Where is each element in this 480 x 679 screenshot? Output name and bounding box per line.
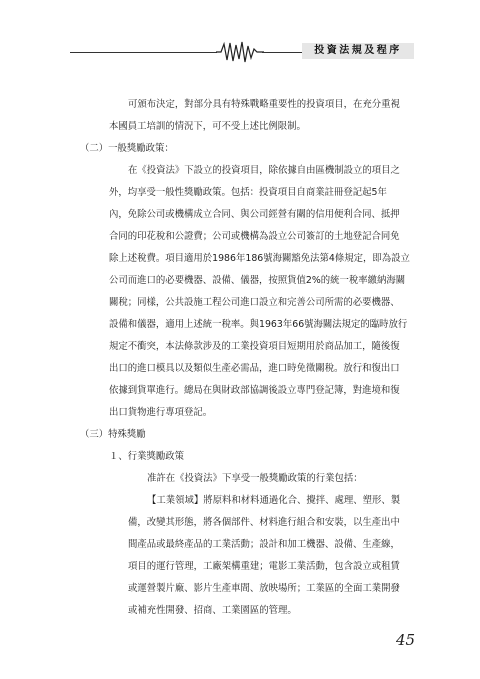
body-line: 外，均享受一般性獎勵政策。包括：投資項目自商業註冊登記起5年 bbox=[109, 187, 387, 198]
body-line: 項目的運行管理，工廠架構重建；電影工業活動，包含設立或租賃 bbox=[128, 561, 400, 572]
body-line: 合同的印花稅和公證費；公司或機構為設立公司簽訂的土地登記合同免 bbox=[109, 231, 400, 242]
header-rule-left bbox=[70, 52, 217, 53]
running-header-title: 投資法規及程序 bbox=[302, 43, 414, 59]
body-line: 規定不衝突，本法條款涉及的工業投資項目短期用於商品加工，隨後復 bbox=[109, 341, 400, 352]
body-line: 依據到貨單進行。總局在與財政部協調後設立專門登記簿，對進境和復 bbox=[109, 385, 400, 396]
body-line: 除上述稅費。項目適用於1986年186號海關豁免法第4條規定，即為設立 bbox=[109, 253, 410, 264]
body-line: 或補充性開發、招商、工業園區的管理。 bbox=[128, 605, 297, 616]
body-line: 在《投資法》下設立的投資項目，除依據自由區機制設立的項目之 bbox=[128, 165, 400, 176]
body-line: 出口的進口模具以及類似生產必需品，進口時免徵關稅。放行和復出口 bbox=[109, 363, 400, 374]
body-line: 關稅；同樣，公共設施工程公司進口設立和完善公司所需的必要機器、 bbox=[109, 297, 400, 308]
section-heading: （三）特殊獎勵 bbox=[80, 429, 146, 440]
body-line: 設備和儀器，適用上述統一稅率。與1963年66號海關法規定的臨時放行 bbox=[109, 319, 408, 330]
section-heading: （二）一般獎勵政策： bbox=[80, 143, 174, 154]
body-line: 備，改變其形態，將各個部件、材料進行組合和安裝，以生產出中 bbox=[128, 517, 400, 528]
body-line: 出口貨物進行專項登記。 bbox=[109, 407, 213, 418]
body-line: 內，免除公司或機構成立合同、與公司經營有關的信用便利合同、抵押 bbox=[109, 209, 400, 220]
body-line: 本國員工培訓的情況下，可不受上述比例限制。 bbox=[109, 121, 306, 132]
page-number: 45 bbox=[396, 631, 416, 649]
body-line: 【工業領域】將原料和材料通過化合、攪拌、處理、塑形、製 bbox=[147, 495, 401, 506]
body-line: 准許在《投資法》下享受一般獎勵政策的行業包括： bbox=[147, 473, 363, 484]
heartbeat-wave-icon bbox=[216, 40, 264, 64]
body-line: 間產品或最終產品的工業活動；設計和加工機器、設備、生產線， bbox=[128, 539, 400, 550]
subsection-heading: １、行業獎勵政策 bbox=[109, 451, 185, 462]
body-line: 可頒布決定，對部分具有特殊戰略重要性的投資項目，在充分重視 bbox=[128, 99, 400, 110]
body-line: 公司而進口的必要機器、設備、儀器，按照貨值2%的統一稅率繳納海關 bbox=[109, 275, 406, 286]
body-line: 或運營製片廠、影片生產車間、放映場所；工業區的全面工業開發 bbox=[128, 583, 400, 594]
